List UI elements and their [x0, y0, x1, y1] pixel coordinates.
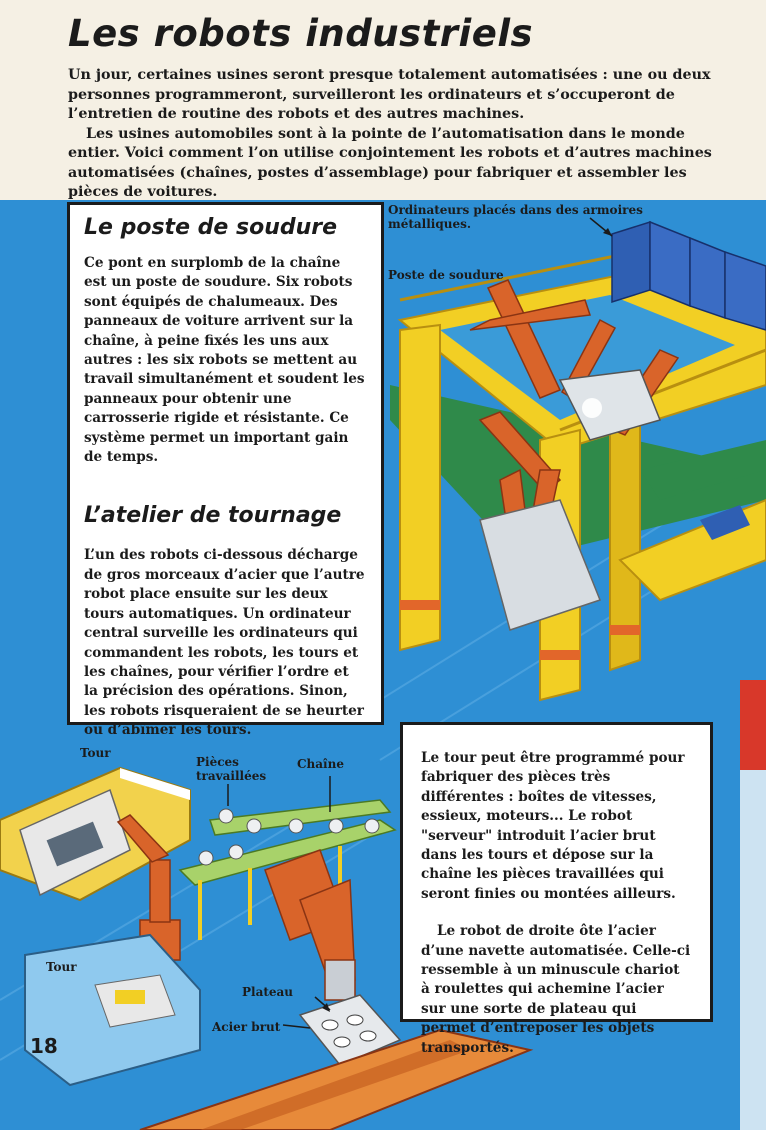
- heading-soudure: Le poste de soudure: [84, 215, 338, 240]
- label-tour-top: Tour: [80, 746, 111, 760]
- paragraph-tour-1: Le tour peut être programmé pour fabriquer des pièces très différentes : boîtes de vitesses, essieux, moteurs... Le robot "serveur" introduit l’acier brut dans les tours et dépose sur la chaîne les pièces travaillées qui seront finies ou montées ailleurs.: [421, 750, 685, 902]
- label-pieces-travaillees: Pièces travaillées: [196, 755, 267, 783]
- label-acier-brut: Acier brut: [212, 1020, 281, 1034]
- label-chaine: Chaîne: [297, 757, 344, 771]
- text-box-left: [67, 202, 384, 739]
- page-number: 18: [30, 1034, 58, 1058]
- label-ordinateurs: Ordinateurs placés dans des armoires métalliques.: [388, 203, 643, 231]
- wall-panel: [740, 680, 766, 770]
- page-title: Les robots industriels: [68, 12, 534, 55]
- paragraph-soudure: Ce pont en surplomb de la chaîne est un poste de soudure. Six robots sont équipés de chalumeaux. Des panneaux de voiture arrivent sur la chaîne, à peine fixés les uns aux autres : les six robots se mettent au travail simultanément et soudent les panneaux pour obtenir une carrosserie rigide et résistante. Ce système permet un important gain de temps.: [84, 255, 365, 466]
- label-tour-bottom: Tour: [46, 960, 77, 974]
- heading-tournage: L’atelier de tournage: [84, 503, 342, 529]
- paragraph-tournage: L’un des robots ci-dessous décharge de gros morceaux d’acier que l’autre robot place ensuite sur les deux tours automatiques. Un ordinateur central surveille les ordinateurs qui commandent les robots, les tours et les chaînes, pour vérifier l’ordre et la précision des opérations. Sinon, les robots risqueraient de se heurter ou d’abîmer les tours.: [84, 547, 365, 739]
- intro-paragraph-1: Un jour, certaines usines seront presque totalement automatisées : une ou deux personnes programmeront, surveilleront les ordinateurs et s’occuperont de l’entretien de routine des robots et des autres machines.: [68, 67, 711, 122]
- welding-station: [390, 255, 766, 700]
- label-poste-soudure: Poste de soudure: [388, 268, 504, 282]
- paragraph-tour-2: Le robot de droite ôte l’acier d’une navette automatisée. Celle-ci ressemble à un minuscule chariot à roulettes qui achemine l’acier sur une sorte de plateau qui permet d’entreposer les objets transportés.: [421, 923, 691, 1056]
- intro-paragraph-2: Les usines automobiles sont à la pointe de l’automatisation dans le monde entier. Voici comment l’on utilise conjointement les robots et d’autres machines automatisées (chaînes, postes d’assemblage) pour fabriquer et assembler les pièces de voitures.: [68, 125, 712, 200]
- intro-text: [68, 66, 733, 203]
- wall-panel-light: [740, 770, 766, 1130]
- label-plateau: Plateau: [242, 985, 294, 999]
- text-box-right: [400, 722, 713, 1056]
